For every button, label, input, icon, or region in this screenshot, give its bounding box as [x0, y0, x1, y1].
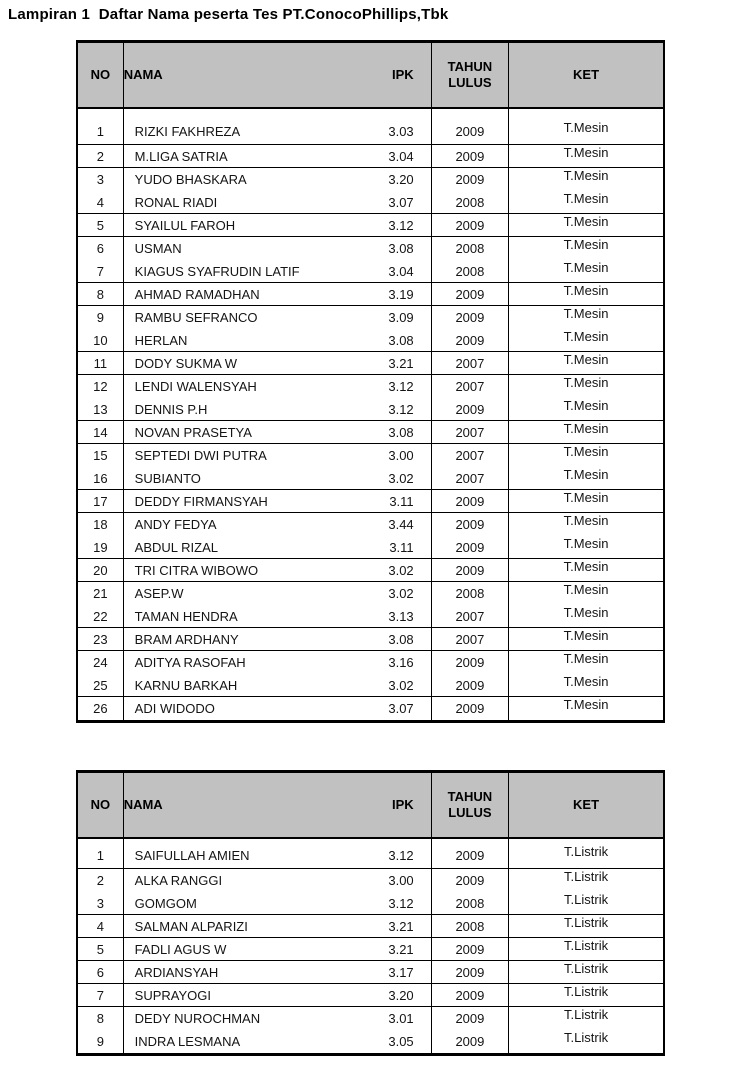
cell-nama: RAMBU SEFRANCO [134, 310, 258, 325]
cell-tahun: 2009 [432, 697, 509, 720]
cell-tahun: 2008 [432, 892, 509, 914]
cell-tahun: 2007 [432, 444, 509, 467]
cell-ket: T.Mesin [563, 444, 609, 459]
column-header-nama: NAMA [123, 797, 163, 813]
cell-no: 13 [78, 398, 124, 420]
cell-tahun: 2009 [432, 651, 509, 674]
cell-nama: ADI WIDODO [134, 701, 215, 716]
column-header-ipk: IPK [352, 773, 432, 837]
cell-ipk: 3.01 [352, 1007, 432, 1030]
cell-ket: T.Mesin [563, 582, 609, 597]
cell-nama: ASEP.W [134, 586, 184, 601]
cell-ipk: 3.02 [352, 582, 432, 605]
cell-tahun: 2007 [432, 375, 509, 398]
cell-nama: DENNIS P.H [134, 401, 208, 417]
cell-nama: SYAILUL FAROH [134, 217, 236, 233]
cell-ipk: 3.00 [352, 869, 432, 892]
cell-ipk: 3.09 [352, 306, 432, 329]
table-header-row [78, 773, 663, 839]
cell-nama: ABDUL RIZAL [134, 539, 218, 555]
participants-table-listrik [76, 770, 665, 1056]
cell-ipk: 3.02 [352, 559, 432, 581]
cell-nama: M.LIGA SATRIA [134, 148, 228, 164]
cell-nama: ARDIANSYAH [134, 964, 219, 980]
cell-no: 16 [78, 467, 124, 489]
cell-tahun: 2008 [432, 191, 509, 213]
cell-nama: SEPTEDI DWI PUTRA [134, 448, 267, 463]
cell-nama: YUDO BHASKARA [134, 172, 247, 187]
cell-ipk: 3.12 [352, 375, 432, 398]
cell-ipk: 3.02 [352, 467, 432, 489]
cell-tahun: 2007 [432, 628, 509, 650]
cell-ipk: 3.21 [352, 352, 432, 374]
cell-nama: LENDI WALENSYAH [134, 379, 257, 394]
cell-no: 11 [78, 352, 124, 374]
cell-nama: DEDY NUROCHMAN [134, 1011, 261, 1026]
cell-nama: AHMAD RAMADHAN [134, 286, 260, 302]
cell-nama: HERLAN [134, 332, 188, 348]
cell-tahun: 2009 [432, 1007, 509, 1030]
cell-no: 5 [78, 214, 124, 236]
cell-ipk: 3.04 [352, 145, 432, 167]
cell-ipk: 3.07 [352, 697, 432, 720]
cell-ipk: 3.08 [352, 421, 432, 443]
cell-nama: DODY SUKMA W [134, 355, 238, 371]
cell-tahun: 2009 [432, 329, 509, 351]
cell-no: 7 [78, 984, 124, 1006]
column-header-tahun: TAHUN LULUS [432, 773, 509, 837]
cell-nama: KIAGUS SYAFRUDIN LATIF [134, 263, 300, 279]
cell-ipk: 3.07 [352, 191, 432, 213]
cell-ipk: 3.11 [352, 536, 432, 558]
cell-nama: BRAM ARDHANY [134, 631, 239, 647]
cell-ket: T.Mesin [563, 604, 609, 620]
cell-ipk: 3.16 [352, 651, 432, 674]
cell-ipk: 3.12 [352, 839, 432, 868]
cell-tahun: 2009 [432, 536, 509, 558]
cell-no: 22 [78, 605, 124, 627]
cell-ipk: 3.20 [352, 984, 432, 1006]
cell-ket: T.Mesin [563, 144, 609, 160]
cell-no: 26 [78, 697, 124, 720]
cell-ipk: 3.12 [352, 398, 432, 420]
cell-ket: T.Mesin [563, 120, 609, 135]
cell-ket: T.Listrik [564, 891, 609, 907]
cell-ket: T.Listrik [564, 937, 609, 953]
cell-tahun: 2009 [432, 984, 509, 1006]
cell-ipk: 3.08 [352, 628, 432, 650]
cell-tahun: 2007 [432, 467, 509, 489]
cell-tahun: 2009 [432, 961, 509, 983]
cell-ket: T.Mesin [563, 375, 609, 390]
cell-nama: SALMAN ALPARIZI [134, 918, 248, 934]
column-header-ket: KET [573, 797, 600, 813]
cell-no: 18 [78, 513, 124, 536]
cell-no: 9 [78, 306, 124, 329]
cell-tahun: 2009 [432, 283, 509, 305]
cell-tahun: 2009 [432, 398, 509, 420]
cell-nama: NOVAN PRASETYA [134, 424, 252, 440]
cell-ipk: 3.08 [352, 237, 432, 260]
cell-no: 8 [78, 1007, 124, 1030]
cell-no: 3 [78, 168, 124, 191]
cell-no: 14 [78, 421, 124, 443]
cell-tahun: 2007 [432, 352, 509, 374]
cell-no: 7 [78, 260, 124, 282]
cell-ket: T.Listrik [564, 869, 609, 884]
cell-no: 24 [78, 651, 124, 674]
cell-ket: T.Listrik [564, 983, 609, 999]
cell-nama: DEDDY FIRMANSYAH [134, 493, 268, 509]
cell-tahun: 2009 [432, 145, 509, 167]
cell-ket: T.Mesin [563, 306, 609, 321]
cell-ipk: 3.08 [352, 329, 432, 351]
cell-tahun: 2007 [432, 421, 509, 443]
cell-ipk: 3.44 [352, 513, 432, 536]
cell-no: 9 [78, 1030, 124, 1053]
cell-nama: SUPRAYOGI [134, 987, 212, 1003]
table-header-row [78, 43, 663, 109]
cell-no: 17 [78, 490, 124, 512]
column-header-tahun: TAHUN LULUS [432, 43, 509, 107]
cell-no: 2 [78, 869, 124, 892]
cell-nama: ANDY FEDYA [134, 517, 217, 532]
cell-nama: ADITYA RASOFAH [134, 655, 246, 670]
cell-ipk: 3.05 [352, 1030, 432, 1053]
cell-no: 15 [78, 444, 124, 467]
cell-ket: T.Listrik [564, 914, 609, 930]
column-header-nama: NAMA [123, 67, 163, 83]
column-header-ipk: IPK [352, 43, 432, 107]
cell-ket: T.Mesin [563, 282, 609, 298]
cell-ket: T.Mesin [563, 237, 609, 252]
cell-tahun: 2009 [432, 214, 509, 236]
table-row [78, 109, 663, 145]
table-body [78, 839, 663, 1053]
cell-nama: TRI CITRA WIBOWO [134, 562, 259, 578]
cell-no: 12 [78, 375, 124, 398]
cell-tahun: 2009 [432, 109, 509, 144]
cell-tahun: 2009 [432, 306, 509, 329]
cell-no: 2 [78, 145, 124, 167]
column-header-no: NO [78, 773, 124, 837]
cell-ipk: 3.12 [352, 214, 432, 236]
cell-ipk: 3.12 [352, 892, 432, 914]
cell-ket: T.Mesin [563, 558, 609, 574]
cell-ket: T.Mesin [563, 651, 609, 666]
cell-ket: T.Mesin [563, 259, 609, 275]
cell-ket: T.Mesin [563, 190, 609, 206]
cell-nama: ALKA RANGGI [134, 873, 223, 888]
cell-tahun: 2009 [432, 839, 509, 868]
cell-tahun: 2008 [432, 582, 509, 605]
cell-no: 6 [78, 237, 124, 260]
cell-no: 23 [78, 628, 124, 650]
cell-no: 19 [78, 536, 124, 558]
cell-nama: RIZKI FAKHREZA [134, 124, 241, 139]
cell-ket: T.Mesin [563, 513, 609, 528]
cell-ipk: 3.11 [352, 490, 432, 512]
cell-no: 6 [78, 961, 124, 983]
cell-no: 20 [78, 559, 124, 581]
cell-ket: T.Listrik [564, 844, 609, 859]
cell-nama: SAIFULLAH AMIEN [134, 848, 250, 863]
cell-ket: T.Mesin [563, 397, 609, 413]
cell-tahun: 2009 [432, 938, 509, 960]
cell-tahun: 2008 [432, 915, 509, 937]
cell-no: 4 [78, 915, 124, 937]
cell-nama: KARNU BARKAH [134, 677, 238, 693]
cell-tahun: 2009 [432, 168, 509, 191]
cell-no: 10 [78, 329, 124, 351]
table-body [78, 109, 663, 720]
participants-table-mesin [76, 40, 665, 723]
cell-nama: FADLI AGUS W [134, 941, 227, 957]
cell-no: 3 [78, 892, 124, 914]
cell-tahun: 2009 [432, 869, 509, 892]
cell-no: 1 [78, 839, 124, 868]
cell-nama: RONAL RIADI [134, 194, 218, 210]
cell-ket: T.Mesin [563, 673, 609, 689]
cell-no: 8 [78, 283, 124, 305]
cell-nama: TAMAN HENDRA [134, 608, 238, 624]
cell-ipk: 3.02 [352, 674, 432, 696]
cell-ket: T.Mesin [563, 420, 609, 436]
cell-ket: T.Mesin [563, 328, 609, 344]
cell-ket: T.Listrik [564, 960, 609, 976]
cell-ket: T.Mesin [563, 213, 609, 229]
cell-ipk: 3.19 [352, 283, 432, 305]
cell-ipk: 3.20 [352, 168, 432, 191]
cell-ipk: 3.17 [352, 961, 432, 983]
cell-no: 25 [78, 674, 124, 696]
cell-ket: T.Mesin [563, 627, 609, 643]
cell-no: 1 [78, 109, 124, 144]
cell-ket: T.Mesin [563, 168, 609, 183]
cell-nama: INDRA LESMANA [134, 1034, 241, 1049]
cell-no: 4 [78, 191, 124, 213]
cell-ket: T.Mesin [563, 535, 609, 551]
cell-ipk: 3.04 [352, 260, 432, 282]
table-row [78, 1030, 663, 1053]
column-header-ket: KET [573, 67, 600, 83]
cell-ipk: 3.13 [352, 605, 432, 627]
table-row [78, 697, 663, 720]
cell-ipk: 3.00 [352, 444, 432, 467]
cell-ket: T.Mesin [563, 697, 609, 712]
cell-ipk: 3.03 [352, 109, 432, 144]
cell-no: 5 [78, 938, 124, 960]
cell-tahun: 2008 [432, 260, 509, 282]
cell-nama: USMAN [134, 241, 182, 256]
cell-tahun: 2009 [432, 490, 509, 512]
cell-ket: T.Listrik [564, 1007, 609, 1022]
cell-ket: T.Mesin [563, 466, 609, 482]
cell-ipk: 3.21 [352, 938, 432, 960]
cell-ket: T.Listrik [564, 1030, 609, 1045]
cell-ipk: 3.21 [352, 915, 432, 937]
cell-no: 21 [78, 582, 124, 605]
cell-nama: SUBIANTO [134, 470, 201, 486]
cell-tahun: 2009 [432, 559, 509, 581]
page-title: Lampiran 1 Daftar Nama peserta Tes PT.ConocoPhillips,Tbk [8, 6, 449, 23]
cell-ket: T.Mesin [563, 489, 609, 505]
cell-tahun: 2009 [432, 1030, 509, 1053]
cell-tahun: 2007 [432, 605, 509, 627]
cell-nama: GOMGOM [134, 895, 197, 911]
column-header-no: NO [78, 43, 124, 107]
cell-tahun: 2008 [432, 237, 509, 260]
cell-ket: T.Mesin [563, 351, 609, 367]
cell-tahun: 2009 [432, 674, 509, 696]
cell-tahun: 2009 [432, 513, 509, 536]
